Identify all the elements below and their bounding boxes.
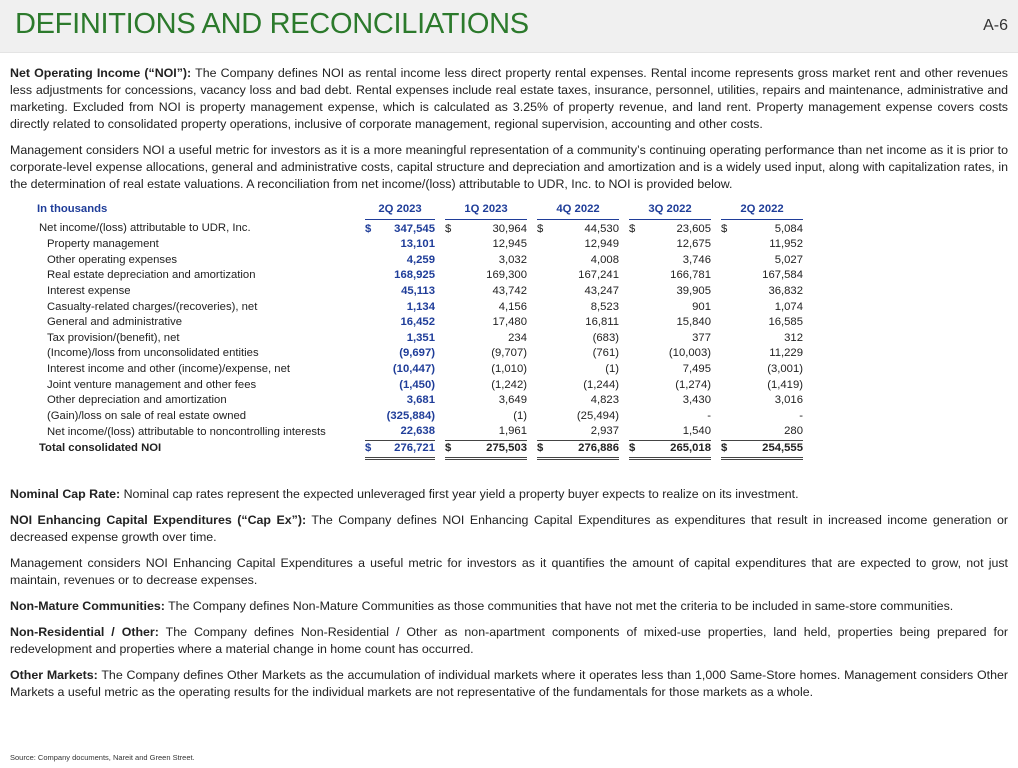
- row-label: Real estate depreciation and amortization: [47, 269, 256, 282]
- currency-symbol: [721, 424, 733, 440]
- cell-value: 234: [508, 331, 527, 344]
- cell-value: (3,001): [767, 362, 803, 375]
- currency-symbol: [721, 362, 733, 378]
- row-label: Property management: [47, 238, 159, 251]
- definitions-list: [10, 486, 1008, 701]
- currency-symbol: [365, 315, 377, 331]
- cell-value: 1,351: [406, 331, 435, 344]
- cell-value: (10,447): [392, 362, 435, 375]
- noi-definition-paragraph: [10, 65, 1008, 133]
- period-header: 4Q 2022: [537, 202, 619, 219]
- table-row: [37, 253, 803, 269]
- currency-symbol: [537, 268, 549, 284]
- row-label: (Income)/loss from unconsolidated entities: [47, 347, 259, 360]
- cell-value: 8,523: [590, 300, 619, 313]
- cell-value: 901: [692, 300, 711, 313]
- table-row: [37, 331, 803, 347]
- page-number: A-6: [983, 17, 1008, 34]
- table-row: [37, 378, 803, 394]
- row-label: Total consolidated NOI: [39, 442, 162, 455]
- currency-symbol: $: [721, 440, 733, 458]
- row-label: Interest expense: [47, 284, 131, 297]
- currency-symbol: [445, 253, 457, 269]
- definition-paragraph: [10, 598, 1008, 615]
- currency-symbol: [537, 362, 549, 378]
- cell-value: 5,084: [774, 222, 803, 235]
- period-header: 2Q 2023: [365, 202, 435, 219]
- currency-symbol: [445, 362, 457, 378]
- cell-value: 30,964: [492, 222, 527, 235]
- currency-symbol: [629, 362, 641, 378]
- cell-value: (10,003): [668, 347, 711, 360]
- cell-value: -: [707, 409, 711, 422]
- cell-value: 12,675: [676, 238, 711, 251]
- table-row: [37, 219, 803, 237]
- currency-symbol: [365, 378, 377, 394]
- cell-value: (1,450): [399, 378, 435, 391]
- cell-value: (1): [513, 409, 527, 422]
- cell-value: (1,274): [675, 378, 711, 391]
- row-label: Joint venture management and other fees: [47, 378, 257, 391]
- row-label: Casualty-related charges/(recoveries), net: [47, 300, 258, 313]
- currency-symbol: [629, 268, 641, 284]
- cell-value: 13,101: [400, 238, 435, 251]
- currency-symbol: $: [537, 440, 549, 458]
- currency-symbol: [537, 409, 549, 425]
- currency-symbol: [721, 253, 733, 269]
- cell-value: 16,585: [768, 316, 803, 329]
- table-row: [37, 424, 803, 440]
- currency-symbol: [365, 284, 377, 300]
- currency-symbol: [365, 253, 377, 269]
- currency-symbol: [721, 268, 733, 284]
- definition-term: Nominal Cap Rate:: [10, 486, 121, 501]
- row-label: Other depreciation and amortization: [47, 394, 227, 407]
- currency-symbol: [629, 237, 641, 253]
- currency-symbol: [365, 424, 377, 440]
- currency-symbol: [445, 284, 457, 300]
- currency-symbol: [629, 253, 641, 269]
- definition-term: Other Markets:: [10, 667, 98, 682]
- currency-symbol: [721, 378, 733, 394]
- currency-symbol: [629, 331, 641, 347]
- cell-value: 15,840: [676, 316, 711, 329]
- table-row: [37, 315, 803, 331]
- currency-symbol: [537, 331, 549, 347]
- cell-value: 1,961: [457, 424, 527, 440]
- row-label: (Gain)/loss on sale of real estate owned: [47, 409, 247, 422]
- row-label: Net income/(loss) attributable to UDR, Inc.: [39, 222, 251, 235]
- currency-symbol: $: [721, 222, 728, 235]
- cell-value: 17,480: [492, 316, 527, 329]
- noi-reconciliation-table: [37, 202, 803, 460]
- currency-symbol: $: [445, 440, 457, 458]
- currency-symbol: [629, 315, 641, 331]
- cell-value: 347,545: [394, 222, 435, 235]
- cell-value: 1,540: [641, 424, 711, 440]
- currency-symbol: [721, 409, 733, 425]
- currency-symbol: [629, 424, 641, 440]
- cell-value: 16,811: [585, 316, 619, 329]
- cell-value: 167,241: [578, 269, 619, 282]
- noi-usefulness-paragraph: Management considers NOI a useful metric for investors as it is a more meaningful representation of a community’s continuing operating performance than net income as it is prior to corporate-level expense allocations, general and administrative costs, capital structure and depreciation and amortization and is a widely used input, along with capitalization rates, in the determination of real estate valuations. A reconciliation from net income/(loss) attributable to UDR, Inc. to NOI is provided below.: [10, 143, 1008, 191]
- noi-definition-text: The Company defines NOI as rental income less direct property rental expenses. Rental income represents gross market rent and other revenues less adjustments for concessions, vacancy loss and bad debt. Rental expenses include real estate taxes, insurance, personnel, utilities, repairs and maintenance, administrative and marketing. Excluded from NOI is property management expense, which is calculated as 3.25% of property revenue, and land rent. Property management expense covers costs directly related to consolidated property operations, inclusive of corporate management, regional supervision, accounting and other costs.: [10, 66, 1008, 131]
- currency-symbol: [365, 268, 377, 284]
- period-header: 3Q 2022: [629, 202, 711, 219]
- cell-value: 166,781: [670, 269, 711, 282]
- currency-symbol: [721, 346, 733, 362]
- currency-symbol: [537, 424, 549, 440]
- row-label: Net income/(loss) attributable to noncontrolling interests: [47, 425, 326, 438]
- cell-value: 3,016: [774, 394, 803, 407]
- cell-value: 36,832: [768, 284, 803, 297]
- cell-value: (1): [605, 362, 619, 375]
- cell-value: 275,503: [457, 440, 527, 458]
- currency-symbol: [721, 393, 733, 409]
- currency-symbol: [445, 378, 457, 394]
- noi-definition-term: Net Operating Income (“NOI”):: [10, 66, 192, 80]
- cell-value: 276,886: [549, 440, 619, 458]
- currency-symbol: [629, 393, 641, 409]
- cell-value: 4,008: [590, 253, 619, 266]
- table-row: [37, 237, 803, 253]
- cell-value: (1,244): [583, 378, 619, 391]
- period-header: 1Q 2023: [445, 202, 527, 219]
- currency-symbol: [445, 268, 457, 284]
- currency-symbol: [445, 409, 457, 425]
- cell-value: 254,555: [733, 440, 803, 458]
- cell-value: 22,638: [377, 424, 435, 440]
- definition-text: The Company defines Non-Residential / Other as non-apartment components of mixed-use properties, land held, properties being prepared for redevelopment and properties where a material change in home count has occurred.: [10, 624, 1008, 656]
- cell-value: 2,937: [549, 424, 619, 440]
- cell-value: (1,010): [491, 362, 527, 375]
- definition-text: Nominal cap rates represent the expected unleveraged first year yield a property buyer expects to realize on its investment.: [120, 486, 799, 501]
- currency-symbol: $: [365, 222, 372, 235]
- cell-value: 11,952: [769, 238, 803, 251]
- currency-symbol: $: [445, 222, 452, 235]
- currency-symbol: [365, 300, 377, 316]
- currency-symbol: [537, 346, 549, 362]
- definition-term: Non-Mature Communities:: [10, 598, 165, 613]
- table-row: [37, 284, 803, 300]
- currency-symbol: [629, 284, 641, 300]
- definition-term: NOI Enhancing Capital Expenditures (“Cap Ex”):: [10, 512, 307, 527]
- definition-paragraph: [10, 486, 1008, 503]
- cell-value: 3,032: [498, 253, 527, 266]
- row-label: Other operating expenses: [47, 253, 177, 266]
- page-header: [0, 0, 1018, 53]
- table-row: [37, 409, 803, 425]
- currency-symbol: [365, 409, 377, 425]
- currency-symbol: [365, 346, 377, 362]
- row-label: Tax provision/(benefit), net: [47, 331, 180, 344]
- currency-symbol: [537, 393, 549, 409]
- row-label: General and administrative: [47, 316, 183, 329]
- cell-value: 43,247: [584, 284, 619, 297]
- cell-value: 377: [692, 331, 711, 344]
- currency-symbol: $: [629, 222, 636, 235]
- currency-symbol: [365, 393, 377, 409]
- currency-symbol: [365, 331, 377, 347]
- definition-paragraph: [10, 667, 1008, 701]
- definition-term: Non-Residential / Other:: [10, 624, 159, 639]
- currency-symbol: [445, 237, 457, 253]
- cell-value: 3,746: [682, 253, 711, 266]
- cell-value: (325,884): [386, 409, 435, 422]
- cell-value: 312: [784, 331, 803, 344]
- definition-text: Management considers NOI Enhancing Capital Expenditures a useful metric for investors as it quantifies the amount of capital expenditures that are expected to grow, not just maintain, revenues or to decrease expenses.: [10, 555, 1008, 587]
- cell-value: 3,430: [682, 394, 711, 407]
- currency-symbol: [445, 300, 457, 316]
- currency-symbol: [365, 237, 377, 253]
- cell-value: -: [799, 409, 803, 422]
- cell-value: (1,242): [491, 378, 527, 391]
- cell-value: 3,649: [498, 394, 527, 407]
- table-row: [37, 362, 803, 378]
- cell-value: 44,530: [584, 222, 619, 235]
- cell-value: 45,113: [401, 284, 435, 297]
- definition-text: The Company defines Other Markets as the accumulation of individual markets where it operates less than 1,000 Same-Store homes. Management considers Other Markets a useful metric as the operating results for the individual markets are not representative of the fundamentals for those markets as a whole.: [10, 667, 1008, 699]
- cell-value: 1,134: [406, 300, 435, 313]
- currency-symbol: [445, 393, 457, 409]
- cell-value: 3,681: [406, 394, 435, 407]
- currency-symbol: [629, 346, 641, 362]
- currency-symbol: $: [629, 440, 641, 458]
- cell-value: (1,419): [767, 378, 803, 391]
- currency-symbol: $: [365, 440, 377, 458]
- currency-symbol: [445, 346, 457, 362]
- cell-value: 280: [733, 424, 803, 440]
- cell-value: 12,945: [492, 238, 527, 251]
- currency-symbol: [445, 424, 457, 440]
- cell-value: 167,584: [762, 269, 803, 282]
- cell-value: 5,027: [774, 253, 803, 266]
- cell-value: 39,905: [676, 284, 711, 297]
- cell-value: 11,229: [769, 347, 803, 360]
- currency-symbol: [629, 300, 641, 316]
- currency-symbol: [537, 378, 549, 394]
- cell-value: (9,707): [491, 347, 527, 360]
- cell-value: 12,949: [584, 238, 619, 251]
- table-header-row: [37, 202, 803, 219]
- definition-paragraph: [10, 512, 1008, 546]
- definition-text: The Company defines NOI Enhancing Capital Expenditures as expenditures that result in increased income generation or decreased expense growth over time.: [10, 512, 1008, 544]
- cell-value: 4,823: [590, 394, 619, 407]
- table-row: [37, 268, 803, 284]
- cell-value: (9,697): [399, 347, 435, 360]
- cell-value: 4,156: [498, 300, 527, 313]
- currency-symbol: [721, 331, 733, 347]
- cell-value: 1,074: [774, 300, 803, 313]
- currency-symbol: [537, 253, 549, 269]
- row-label: Interest income and other (income)/expense, net: [47, 362, 291, 375]
- cell-value: 4,259: [406, 253, 435, 266]
- currency-symbol: [445, 315, 457, 331]
- cell-value: 265,018: [641, 440, 711, 458]
- period-header: 2Q 2022: [721, 202, 803, 219]
- table-row: [37, 346, 803, 362]
- cell-value: 43,742: [492, 284, 527, 297]
- definition-paragraph: [10, 624, 1008, 658]
- table-row: [37, 300, 803, 316]
- definition-text: The Company defines Non-Mature Communities as those communities that have not met the criteria to be included in same-store communities.: [164, 598, 954, 613]
- page-title: DEFINITIONS AND RECONCILIATIONS: [15, 8, 529, 40]
- currency-symbol: [721, 237, 733, 253]
- unit-label: In thousands: [37, 203, 108, 216]
- currency-symbol: [445, 331, 457, 347]
- currency-symbol: [537, 237, 549, 253]
- cell-value: 169,300: [486, 269, 527, 282]
- cell-value: (25,494): [576, 409, 619, 422]
- content-body: [10, 65, 1008, 710]
- total-row: [37, 440, 803, 458]
- cell-value: 276,721: [377, 440, 435, 458]
- currency-symbol: [537, 300, 549, 316]
- source-note: Source: Company documents, Nareit and Green Street.: [10, 753, 195, 762]
- cell-value: (761): [592, 347, 619, 360]
- definition-paragraph: [10, 555, 1008, 589]
- cell-value: (683): [592, 331, 619, 344]
- currency-symbol: [721, 300, 733, 316]
- table-body: [37, 219, 803, 458]
- currency-symbol: [721, 315, 733, 331]
- currency-symbol: [629, 409, 641, 425]
- currency-symbol: [721, 284, 733, 300]
- cell-value: 168,925: [394, 269, 435, 282]
- currency-symbol: [629, 378, 641, 394]
- cell-value: 7,495: [682, 362, 711, 375]
- cell-value: 16,452: [400, 316, 435, 329]
- cell-value: 23,605: [676, 222, 711, 235]
- currency-symbol: $: [537, 222, 544, 235]
- currency-symbol: [365, 362, 377, 378]
- currency-symbol: [537, 315, 549, 331]
- table-row: [37, 393, 803, 409]
- currency-symbol: [537, 284, 549, 300]
